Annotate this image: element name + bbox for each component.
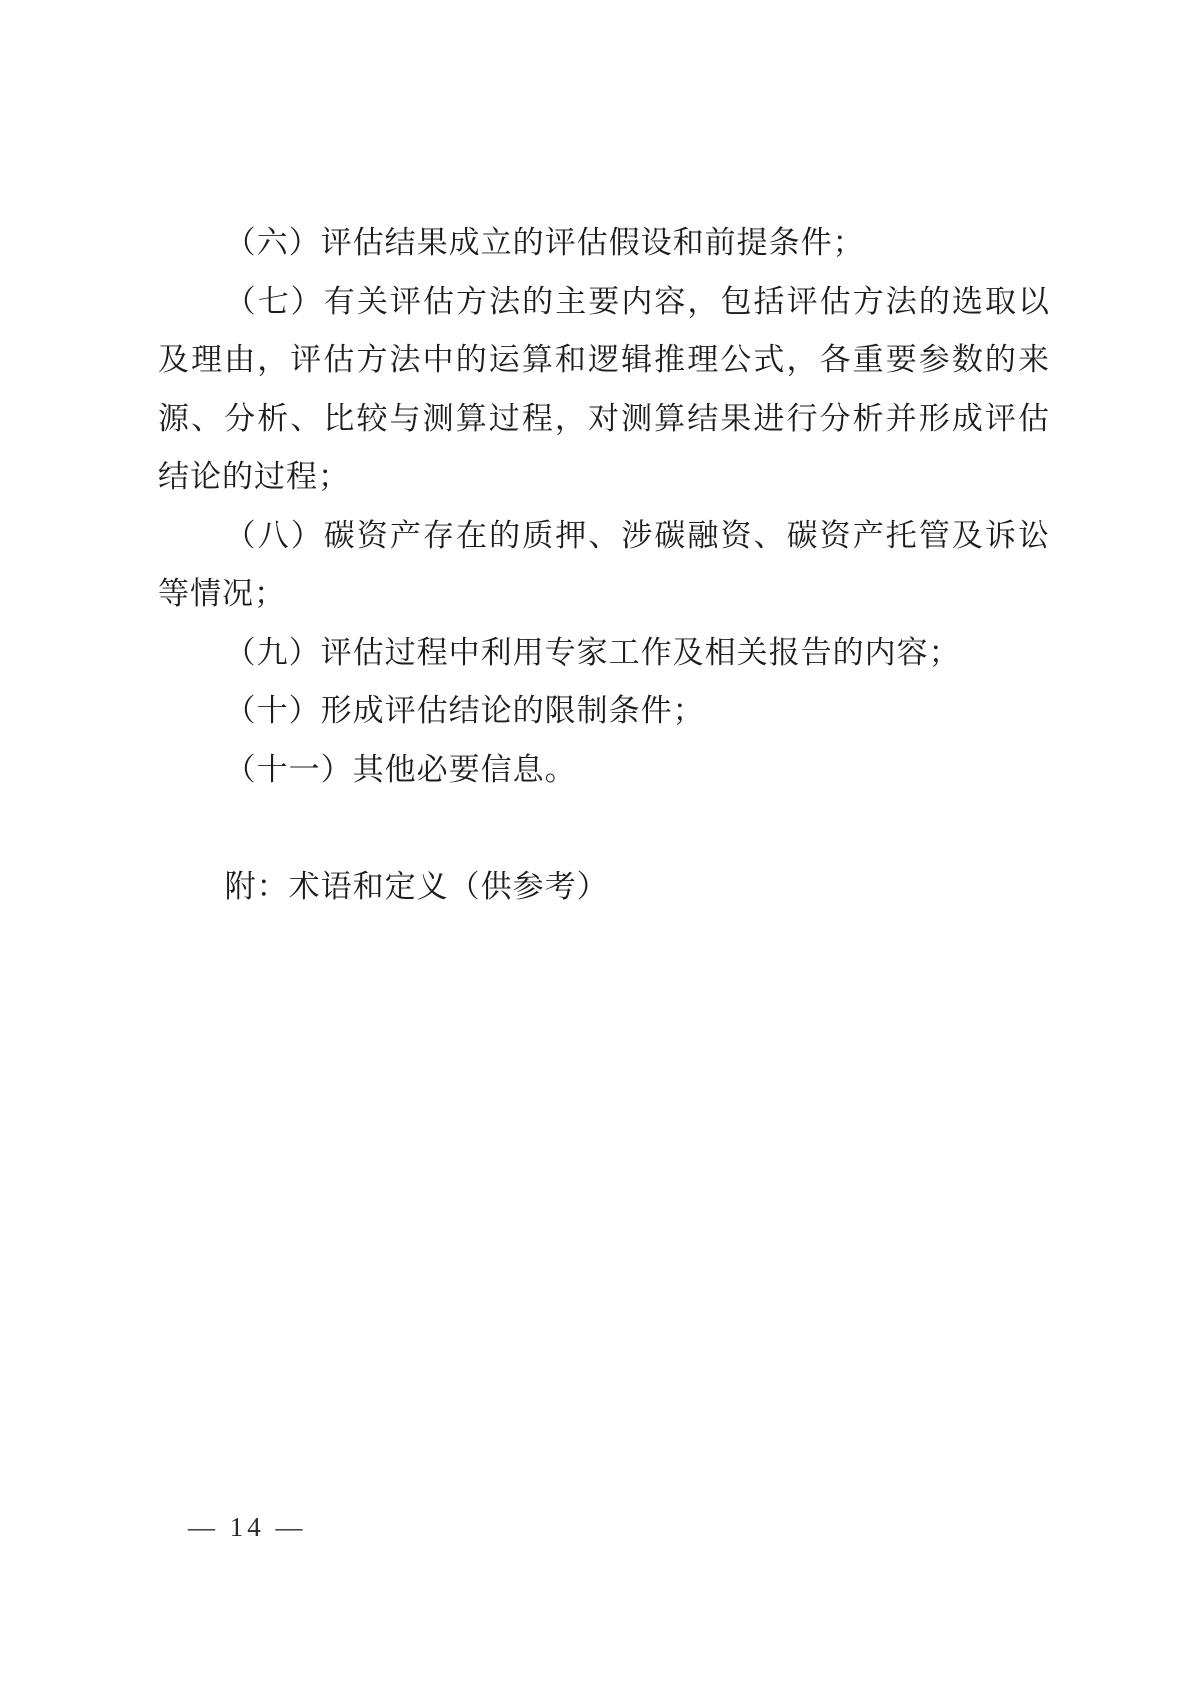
clause-item-10: （十）形成评估结论的限制条件； [224,693,705,728]
clause-item-7: （七）有关评估方法的主要内容，包括评估方法的选取以及理由，评估方法中的运算和逻辑推理公式，各重要参数的来源、分析、比较与测算过程，对测算结果进行分析并形成评估结论的过程； [158,283,1050,494]
document-body [158,214,1050,916]
clause-item-9: （九）评估过程中利用专家工作及相关报告的内容； [224,634,961,670]
clause-item-11: （十一）其他必要信息。 [224,751,577,787]
page-number: — 14 — [188,1512,307,1542]
clause-item-8: （八）碳资产存在的质押、涉碳融资、碳资产托管及诉讼等情况； [158,517,1050,611]
clause-item-6: （六）评估结果成立的评估假设和前提条件； [224,225,865,260]
attachment-note: 附：术语和定义（供参考） [224,868,609,904]
